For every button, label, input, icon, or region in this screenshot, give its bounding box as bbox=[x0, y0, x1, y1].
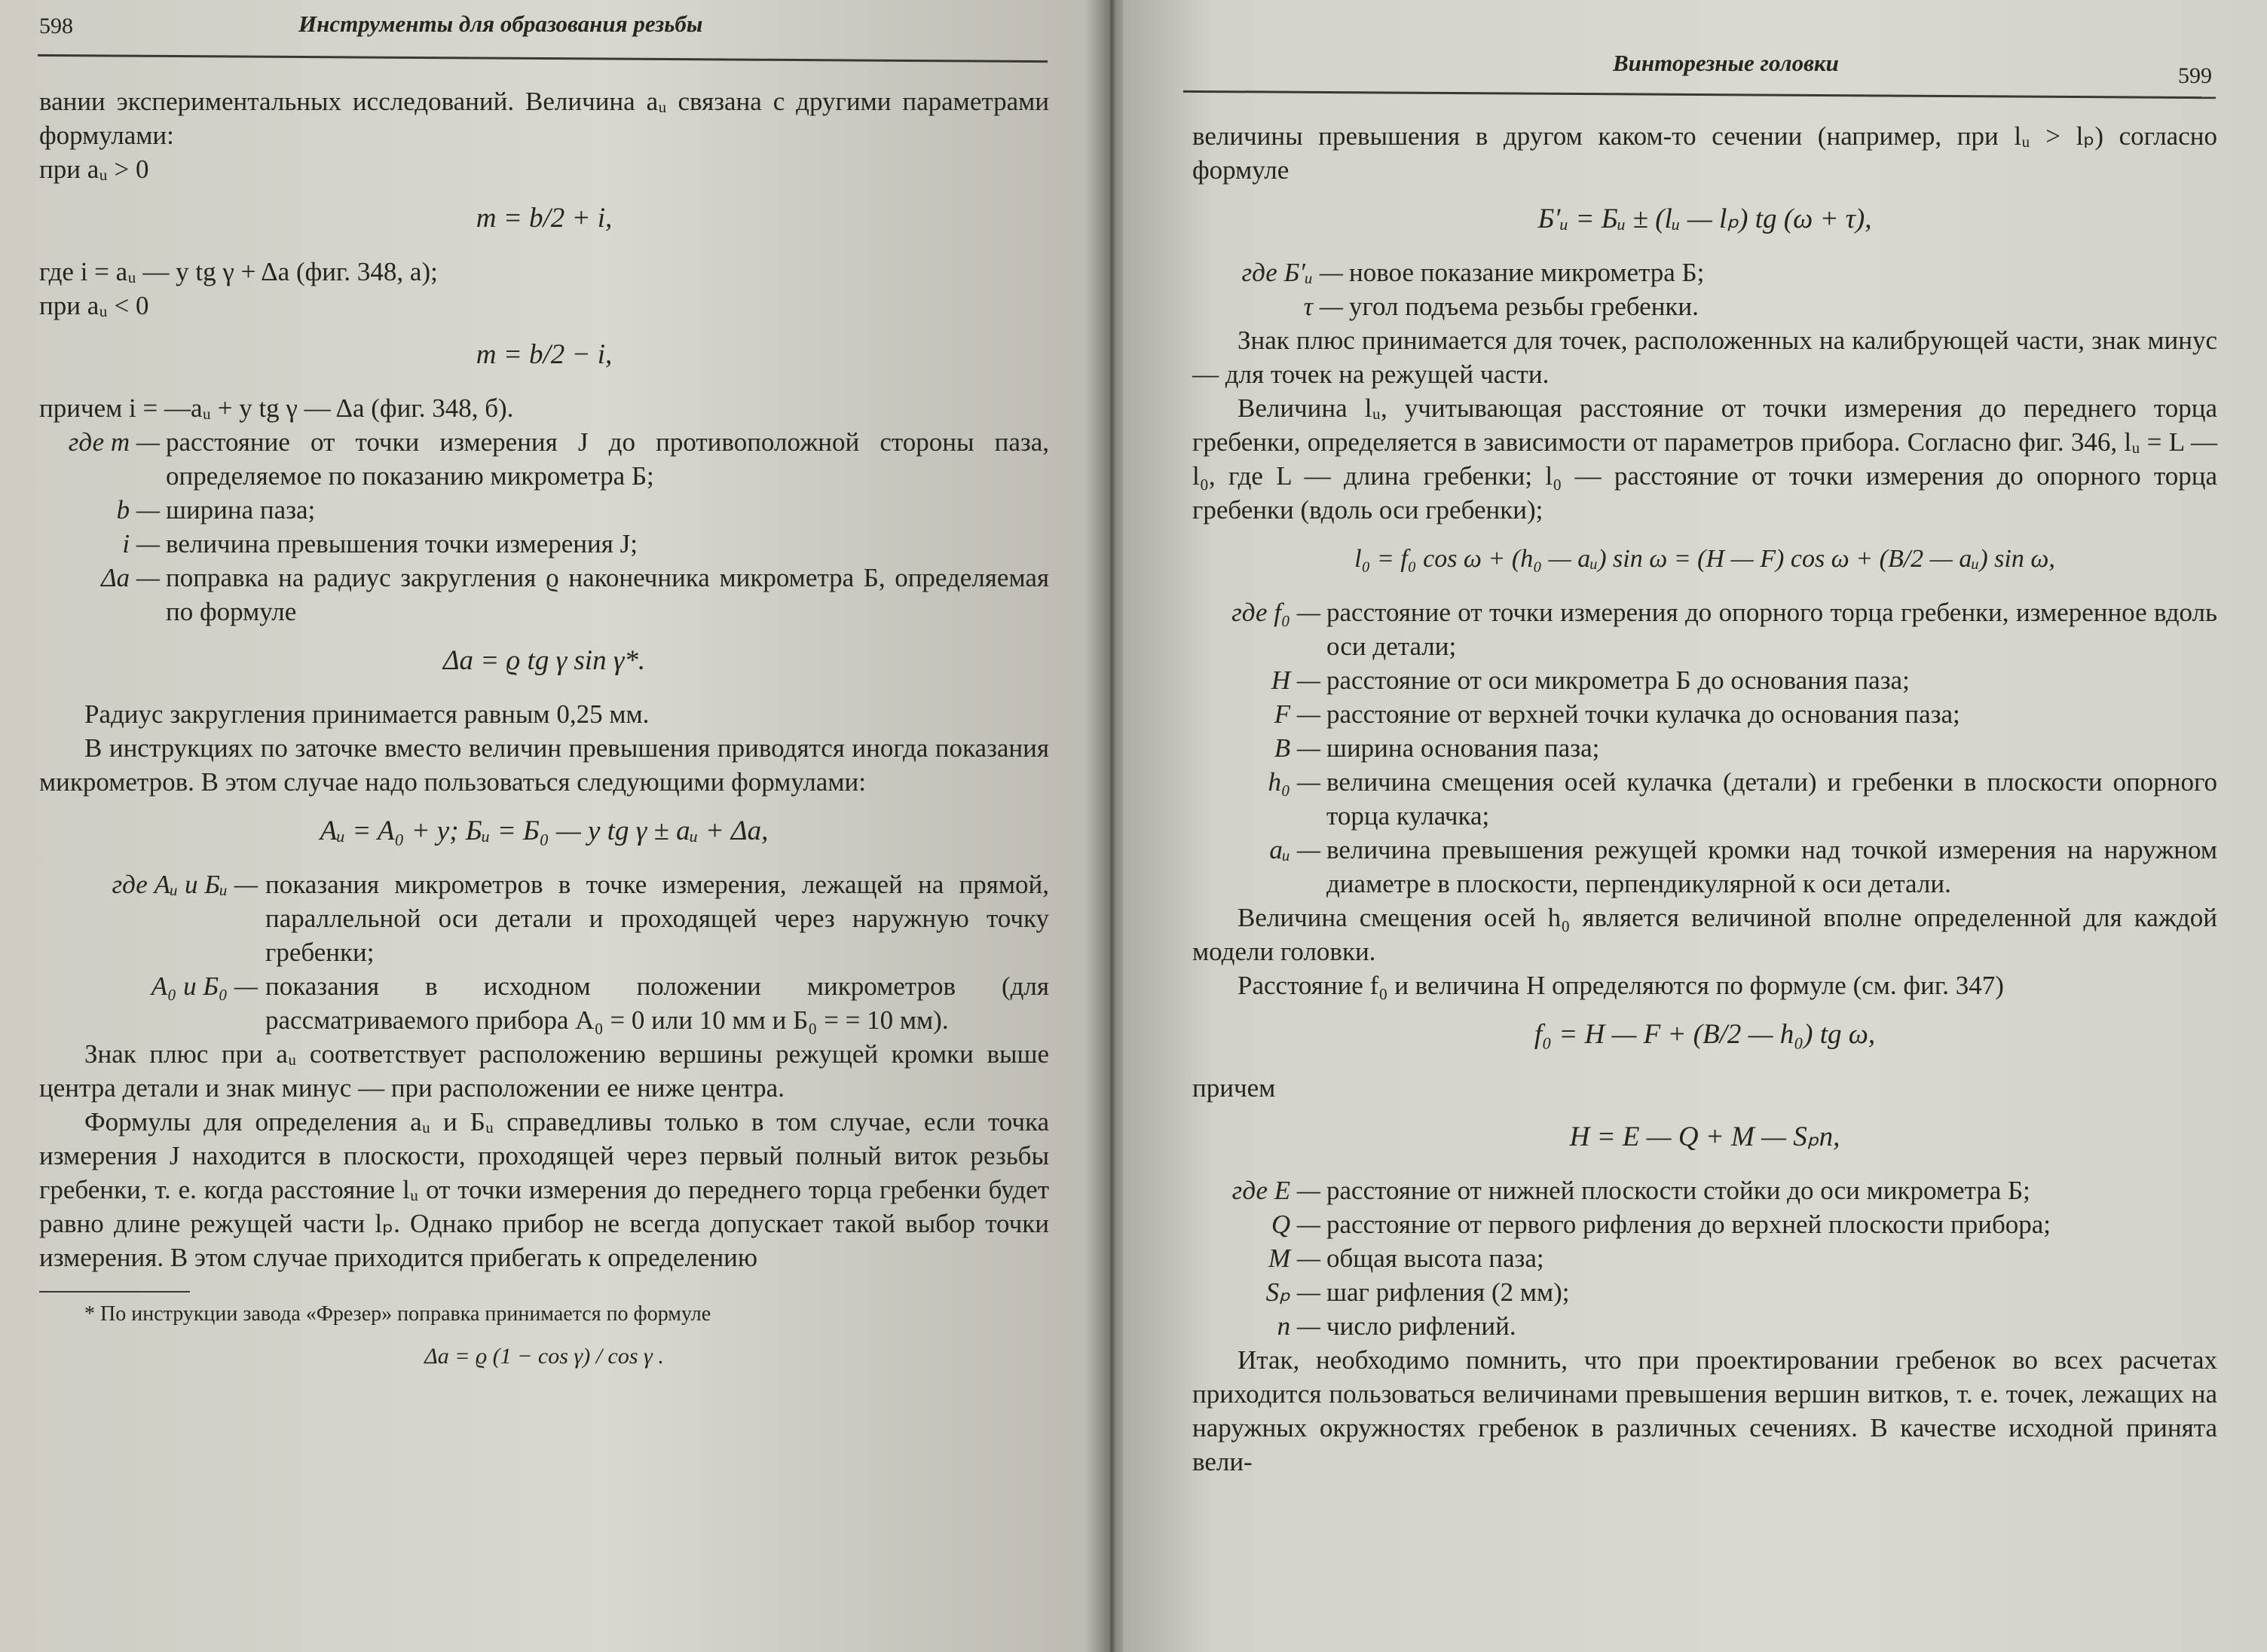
left-page-number: 598 bbox=[39, 14, 73, 38]
left-page bbox=[0, 0, 1100, 1652]
definition-text: общая высота паза; bbox=[1326, 1244, 1544, 1273]
formula: m = b/2 − i, bbox=[476, 339, 613, 370]
definition-item bbox=[39, 969, 1049, 1037]
formula: f₀ = H — F + (B/2 — h₀) tg ω, bbox=[1534, 1019, 1876, 1050]
definition-term: τ — bbox=[1303, 292, 1343, 321]
paragraph: величины превышения в другом каком-то сечении (например, при lᵤ > lₚ) согласно формуле bbox=[1192, 121, 2217, 185]
definition-list bbox=[1192, 595, 2217, 901]
definition-term: h₀ — bbox=[1268, 767, 1320, 797]
definition-text: показания в исходном положении микрометров (для рассматриваемого прибора A₀ = 0 или 10 мм и Б₀ = = 10 мм). bbox=[265, 971, 1049, 1035]
definition-term: Δa — bbox=[101, 563, 160, 592]
definition-term: b — bbox=[116, 495, 160, 525]
definition-term: где Б′ᵤ — bbox=[1241, 258, 1343, 287]
definition-item bbox=[1192, 731, 2217, 765]
left-running-head bbox=[0, 0, 1100, 60]
footnote-rule bbox=[39, 1291, 190, 1293]
definition-text: шаг рифления (2 мм); bbox=[1326, 1277, 1570, 1307]
definition-term: Sₚ — bbox=[1265, 1277, 1320, 1307]
definition-item bbox=[1192, 1207, 2217, 1241]
footnote: * По инструкции завода «Фрезер» поправка принимается по формуле bbox=[84, 1302, 711, 1326]
text-line: где i = aᵤ — y tg γ + Δa (фиг. 348, а); bbox=[39, 257, 438, 286]
text-line: причем i = —aᵤ + y tg γ — Δa (фиг. 348, б). bbox=[39, 393, 514, 423]
definition-item bbox=[1192, 833, 2217, 901]
formula: m = b/2 + i, bbox=[476, 203, 613, 234]
definition-term: A₀ и Б₀ — bbox=[151, 971, 258, 1001]
definition-term: i — bbox=[122, 529, 160, 558]
definition-term: Q — bbox=[1271, 1210, 1320, 1239]
definition-text: расстояние от нижней плоскости стойки до оси микрометра Б; bbox=[1326, 1176, 2030, 1205]
definition-item bbox=[1192, 697, 2217, 731]
definition-item bbox=[39, 425, 1049, 493]
definition-term: где m — bbox=[68, 427, 160, 457]
definition-text: ширина основания паза; bbox=[1326, 733, 1600, 763]
definition-item bbox=[1192, 595, 2217, 663]
definition-item bbox=[1192, 289, 2217, 323]
right-header-rule bbox=[1183, 90, 2216, 99]
paragraph: Формулы для определения aᵤ и Бᵤ справедливы только в том случае, если точка измерения J находится в плоскости, проходящей через первый полный виток резьбы гребенки, т. е. когда расстояние lᵤ от точки измерения до переднего торца гребенки будет равно длине режущей части lₚ. Однако прибор не всегда допускает такой выбор точки измерения. В этом случае приходится прибегать к определению bbox=[39, 1107, 1049, 1272]
text-line: при aᵤ > 0 bbox=[39, 154, 149, 184]
right-page bbox=[1123, 0, 2267, 1652]
definition-text: ширина паза; bbox=[166, 495, 316, 525]
definition-text: величина превышения точки измерения J; bbox=[166, 529, 638, 558]
definition-text: величина смещения осей кулачка (детали) и гребенки в плоскости опорного торца кулачка; bbox=[1326, 767, 2217, 831]
right-page-number: 599 bbox=[2178, 63, 2212, 88]
definition-item bbox=[1192, 255, 2217, 289]
paragraph: Итак, необходимо помнить, что при проектировании гребенок во всех расчетах приходится пользоваться величинами превышения вершин витков, т. е. точек, лежащих на наружных окружностях гребенок в различных сечениях. В качестве исходной принята вели- bbox=[1192, 1345, 2217, 1476]
definition-term: M — bbox=[1268, 1244, 1320, 1273]
definition-term: где f₀ — bbox=[1231, 598, 1320, 627]
definition-list bbox=[1192, 1173, 2217, 1343]
definition-text: расстояние от точки измерения J до противоположной стороны паза, определяемое по показанию микрометра Б; bbox=[166, 427, 1049, 491]
definition-text: число рифлений. bbox=[1326, 1311, 1516, 1341]
definition-term: где Aᵤ и Бᵤ — bbox=[112, 870, 258, 899]
definition-item bbox=[1192, 1275, 2217, 1309]
formula: Б′ᵤ = Бᵤ ± (lᵤ — lₚ) tg (ω + τ), bbox=[1537, 203, 1872, 234]
definition-term: n — bbox=[1277, 1311, 1320, 1341]
formula: Δa = ϱ tg γ sin γ*. bbox=[442, 645, 646, 676]
definition-item bbox=[1192, 765, 2217, 833]
definition-item bbox=[39, 867, 1049, 969]
definition-text: расстояние от верхней точки кулачка до основания паза; bbox=[1326, 699, 1960, 729]
formula: l₀ = f₀ cos ω + (h₀ — aᵤ) sin ω = (H — F) cos ω + (B/2 — aᵤ) sin ω, bbox=[1354, 545, 2055, 573]
text-line: при aᵤ < 0 bbox=[39, 291, 149, 320]
definition-text: новое показание микрометра Б; bbox=[1349, 258, 1705, 287]
definition-item bbox=[1192, 1241, 2217, 1275]
definition-item bbox=[1192, 1309, 2217, 1343]
formula: H = E — Q + M — Sₚn, bbox=[1569, 1121, 1840, 1152]
definition-text: показания микрометров в точке измерения, лежащей на прямой, параллельной оси детали и проходящей через наружную точку гребенки; bbox=[265, 870, 1049, 967]
footnote-formula: Δa = ϱ (1 − cos γ) / cos γ . bbox=[424, 1344, 664, 1369]
definition-text: расстояние от точки измерения до опорного торца гребенки, измеренное вдоль оси детали; bbox=[1326, 598, 2217, 661]
definition-item bbox=[39, 493, 1049, 527]
paragraph: вании экспериментальных исследований. Величина aᵤ связана с другими параметрами формулами: bbox=[39, 87, 1049, 150]
definition-item bbox=[39, 527, 1049, 561]
paragraph: Знак плюс при aᵤ соответствует расположению вершины режущей кромки выше центра детали и знак минус — при расположении ее ниже центра. bbox=[39, 1039, 1049, 1103]
left-text-column bbox=[39, 84, 1049, 1373]
definition-term: F — bbox=[1274, 699, 1320, 729]
definition-term: aᵤ — bbox=[1269, 835, 1320, 864]
definition-text: поправка на радиус закругления ϱ наконечника микрометра Б, определяемая по формуле bbox=[166, 563, 1049, 626]
text-line: причем bbox=[1192, 1073, 1276, 1103]
paragraph: Радиус закругления принимается равным 0,25 мм. bbox=[84, 699, 650, 729]
right-running-title: Винторезные головки bbox=[1613, 50, 1839, 76]
definition-item bbox=[1192, 663, 2217, 697]
definition-list bbox=[1192, 255, 2217, 323]
right-text-column bbox=[1192, 119, 2217, 1479]
paragraph: Величина lᵤ, учитывающая расстояние от точки измерения до переднего торца гребенки, определяется в зависимости от параметров прибора. Согласно фиг. 346, lᵤ = L — l₀, где L — длина гребенки; l₀ — расстояние от точки измерения до опорного торца гребенки (вдоль оси гребенки); bbox=[1192, 393, 2217, 525]
paragraph: Знак плюс принимается для точек, расположенных на калибрующей части, знак минус — для точек на режущей части. bbox=[1192, 326, 2217, 389]
definition-term: H — bbox=[1271, 665, 1320, 695]
definition-item bbox=[39, 561, 1049, 629]
formula: Aᵤ = A₀ + y; Бᵤ = Б₀ — y tg γ ± aᵤ + Δa, bbox=[320, 815, 769, 846]
definition-term: B — bbox=[1274, 733, 1320, 763]
left-running-title: Инструменты для образования резьбы bbox=[298, 11, 703, 37]
right-running-head bbox=[1123, 0, 2267, 90]
paragraph: В инструкциях по заточке вместо величин превышения приводятся иногда показания микрометров. В этом случае надо пользоваться следующими формулами: bbox=[39, 733, 1049, 797]
definition-term: где E — bbox=[1231, 1176, 1320, 1205]
definition-list bbox=[39, 867, 1049, 1037]
definition-text: расстояние от первого рифления до верхней плоскости прибора; bbox=[1326, 1210, 2051, 1239]
definition-list bbox=[39, 425, 1049, 629]
definition-item bbox=[1192, 1173, 2217, 1207]
paragraph: Величина смещения осей h₀ является величиной вполне определенной для каждой модели головки. bbox=[1192, 903, 2217, 966]
definition-text: расстояние от оси микрометра Б до основания паза; bbox=[1326, 665, 1910, 695]
definition-text: угол подъема резьбы гребенки. bbox=[1349, 292, 1699, 321]
paragraph: Расстояние f₀ и величина H определяются по формуле (см. фиг. 347) bbox=[1238, 971, 2004, 1000]
definition-text: величина превышения режущей кромки над точкой измерения на наружном диаметре в плоскости, перпендикулярной к оси детали. bbox=[1326, 835, 2217, 898]
